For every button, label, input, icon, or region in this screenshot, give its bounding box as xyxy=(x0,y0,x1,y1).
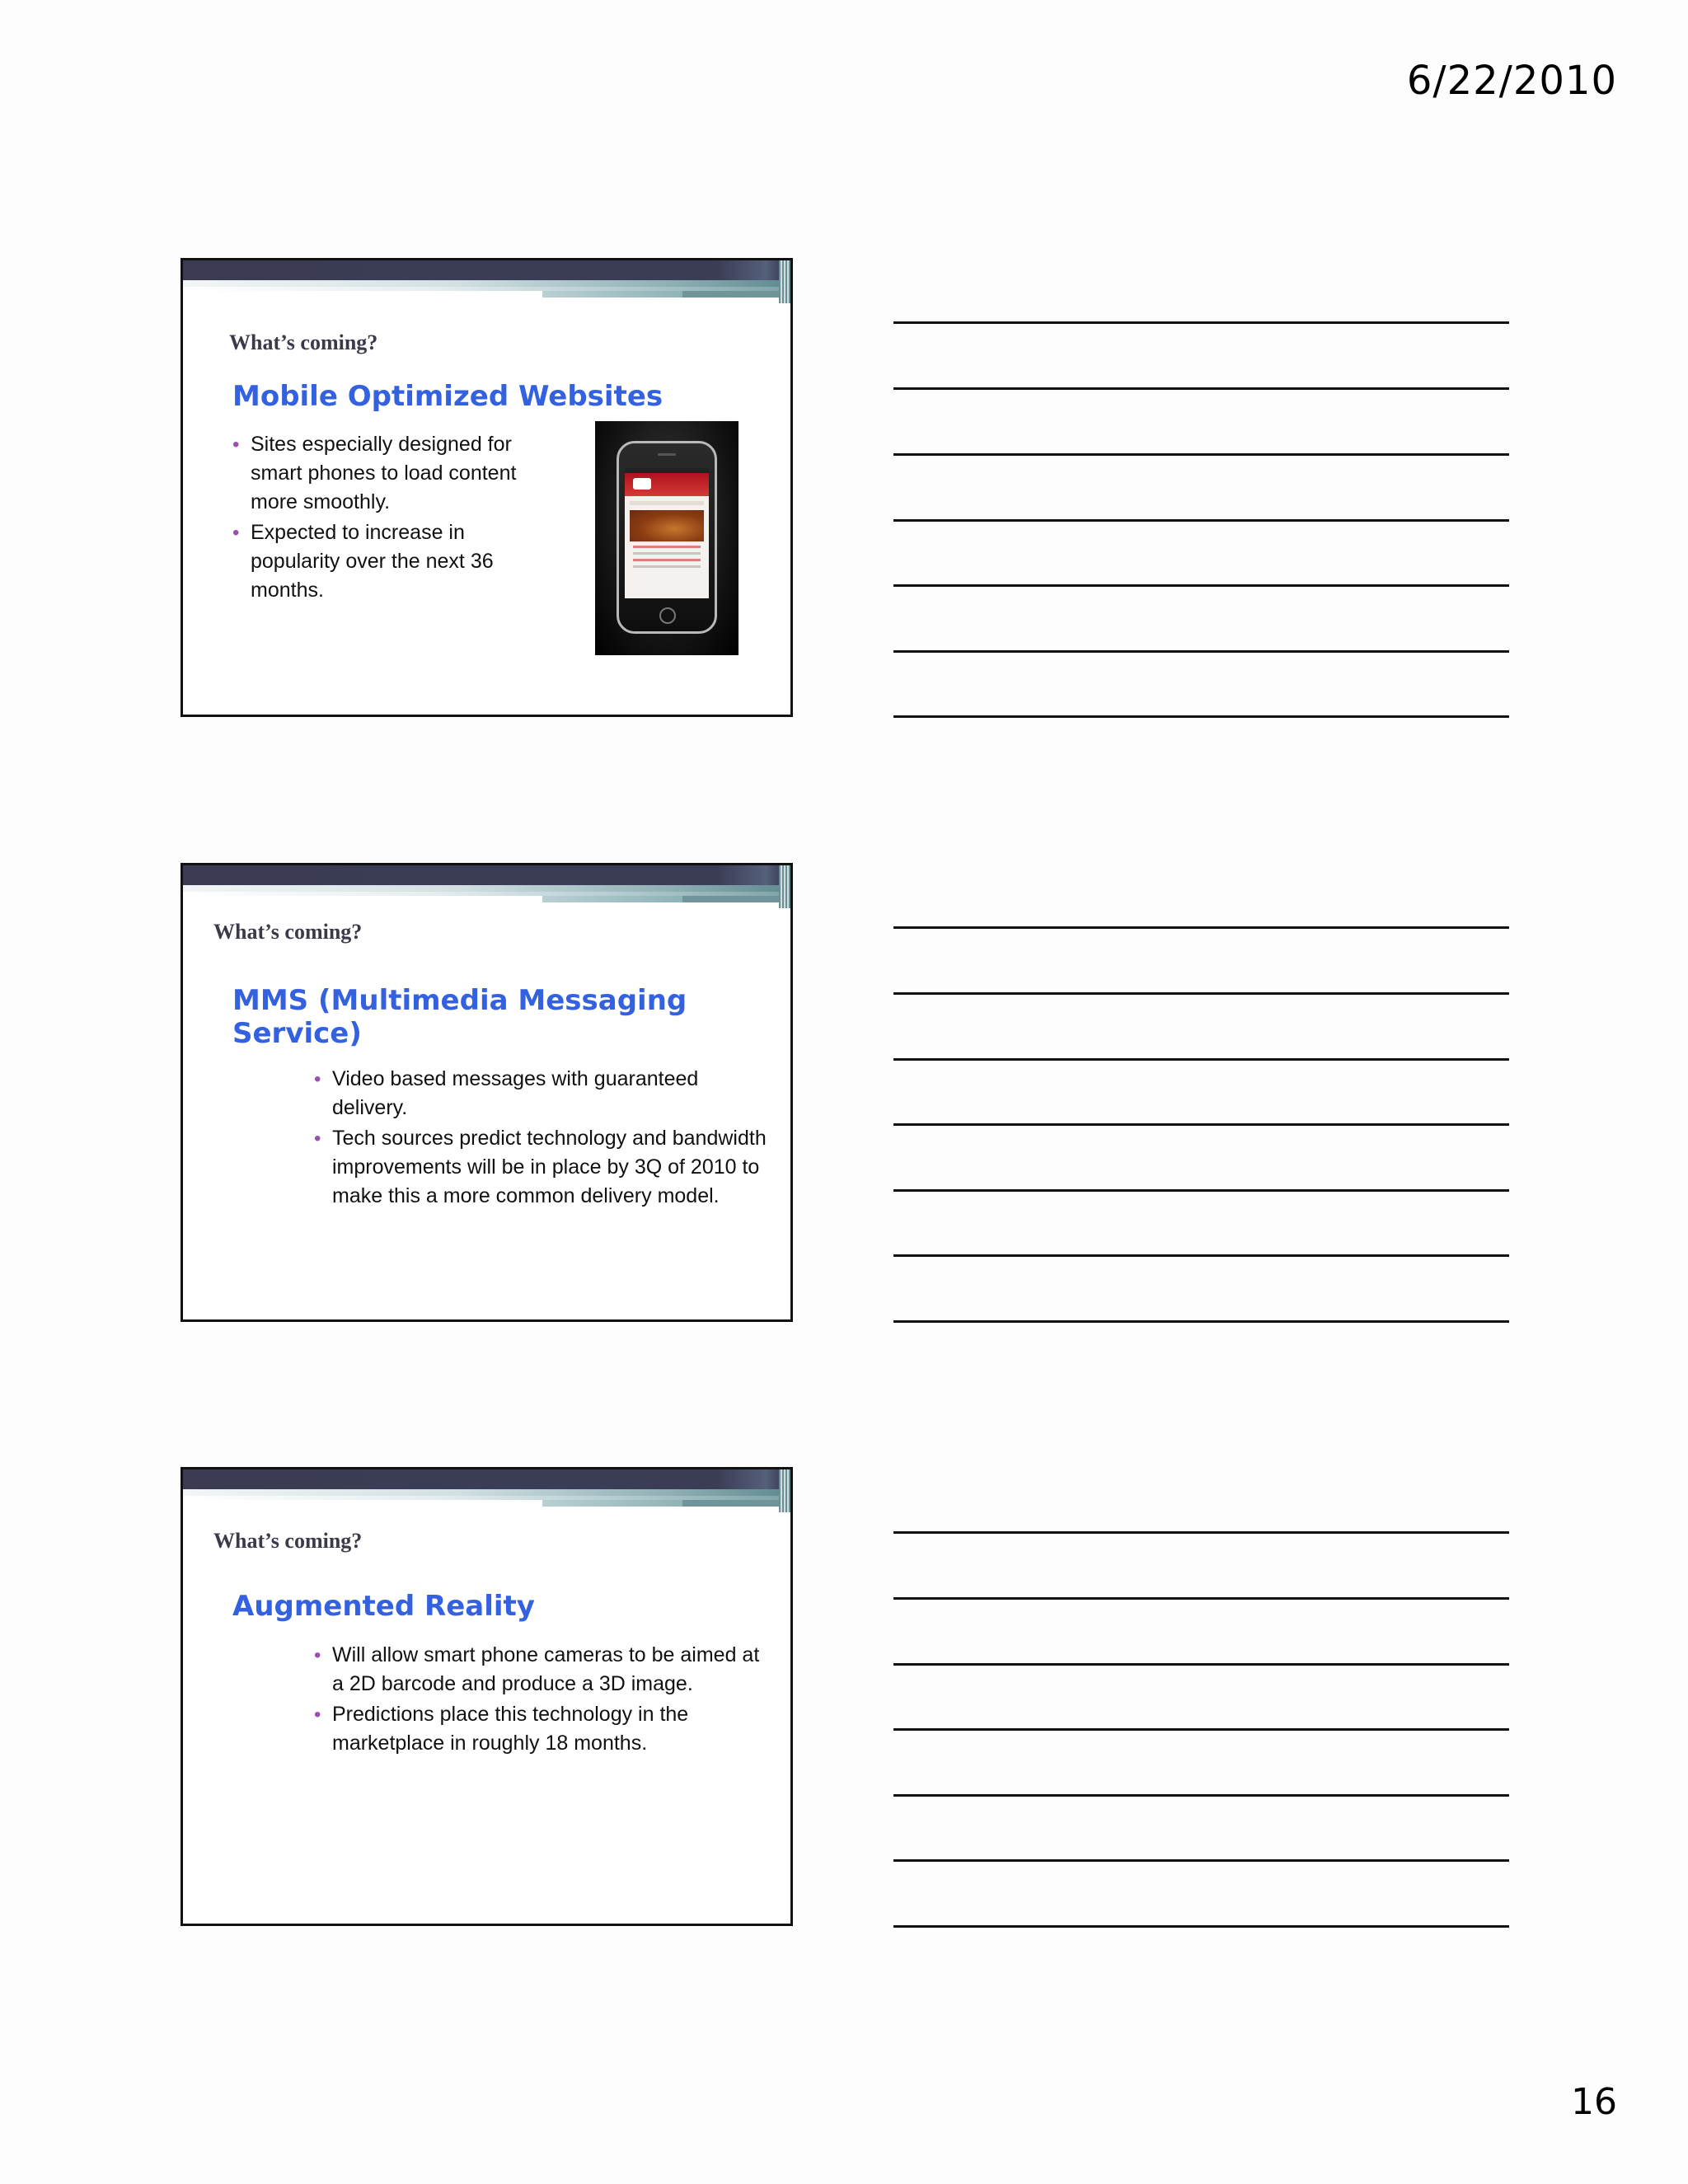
note-line xyxy=(893,1728,1509,1731)
note-line xyxy=(893,321,1509,324)
note-line xyxy=(893,1058,1509,1061)
note-line xyxy=(893,1123,1509,1126)
note-line xyxy=(893,650,1509,653)
note-line xyxy=(893,519,1509,522)
page-date: 6/22/2010 xyxy=(1406,58,1617,104)
bullet-item: • Predictions place this technology in the marketplace in roughly 18 months. xyxy=(314,1700,776,1758)
bullet-item: • Video based messages with guaranteed delivery. xyxy=(314,1065,776,1122)
bullet-item: • Will allow smart phone cameras to be aimed at a 2D barcode and produce a 3D image. xyxy=(314,1641,776,1699)
bullet-item: • Expected to increase in popularity over the next 36 months. xyxy=(232,518,546,605)
slide-subtitle: What’s coming? xyxy=(213,920,363,944)
note-line xyxy=(893,715,1509,718)
slide-title: Mobile Optimized Websites xyxy=(232,380,663,413)
note-line xyxy=(893,992,1509,995)
slide-3 xyxy=(181,1467,793,1926)
note-line xyxy=(893,1859,1509,1862)
note-line xyxy=(893,1663,1509,1666)
note-line xyxy=(893,1320,1509,1323)
note-line xyxy=(893,1597,1509,1600)
bullet-list xyxy=(232,430,546,607)
smartphone-image xyxy=(595,421,738,655)
note-line xyxy=(893,1794,1509,1797)
slide-header-decoration xyxy=(183,260,790,303)
note-line xyxy=(893,387,1509,390)
note-line xyxy=(893,926,1509,929)
slide-1 xyxy=(181,258,793,717)
slide-2 xyxy=(181,863,793,1322)
page-number: 16 xyxy=(1571,2081,1617,2123)
note-line xyxy=(893,1925,1509,1928)
slide-subtitle: What’s coming? xyxy=(229,330,378,354)
slide-title: MMS (Multimedia Messaging Service) xyxy=(232,984,687,1050)
note-line xyxy=(893,584,1509,587)
bullet-item: • Sites especially designed for smart phones to load content more smoothly. xyxy=(232,430,546,517)
slide-header-decoration xyxy=(183,1469,790,1512)
note-line xyxy=(893,453,1509,456)
bullet-item: • Tech sources predict technology and bandwidth improvements will be in place by 3Q of 2010 to make this a more common delivery model. xyxy=(314,1124,776,1211)
slide-subtitle: What’s coming? xyxy=(213,1529,363,1553)
slide-title: Augmented Reality xyxy=(232,1590,535,1623)
slide-header-decoration xyxy=(183,865,790,908)
note-line xyxy=(893,1189,1509,1192)
note-line xyxy=(893,1254,1509,1257)
note-line xyxy=(893,1531,1509,1534)
bullet-list xyxy=(314,1065,776,1212)
bullet-list xyxy=(314,1641,776,1760)
